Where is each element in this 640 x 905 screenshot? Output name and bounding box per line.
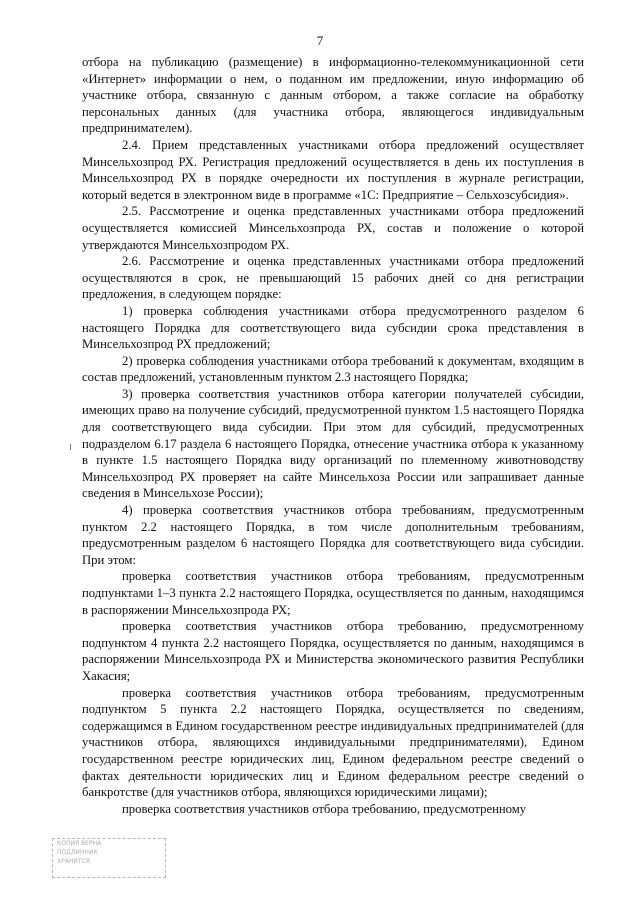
stamp-line: КОПИЯ ВЕРНА [57,840,102,847]
paragraph: проверка соответствия участников отбора требованиям, предусмотренным подпунктом 5 пункта 2.2 настоящего Порядка, осуществляется по сведениям, содержащимся в Едином государственном реестре индивидуальных предпринимателей (для участников отбора, являющихся индивидуальными предпринимателями), Едином государственном реестре юридических лиц, Едином федеральном реестре сведений о фактах деятельности юридических лиц и Едином федеральном реестре сведений о банкротстве (для участников отбора, являющихся юридическими лицами); [82,685,584,800]
paragraph: проверка соответствия участников отбора требованиям, предусмотренным подпунктами 1–3 пункта 2.2 настоящего Порядка, осуществляется по данным, находящимся в распоряжении Минсельхозпрода РХ; [82,569,584,617]
paragraph: отбора на публикацию (размещение) в информационно-телекоммуникационной сети «Интернет» информации о нем, о поданном им предложении, иную информацию об участнике отбора, связанную с данным отбором, а также согласие на обработку персональных данных (для участника отбора, являющегося индивидуальным предпринимателем). [82,55,584,136]
stamp-line: ХРАНИТСЯ [57,858,90,865]
paragraph: 3) проверка соответствия участников отбора категории получателей субсидии, имеющих право на получение субсидий, предусмотренной пунктом 1.5 настоящего Порядка для соответствующего вида субсидии. При этом для субсидий, предусмотренных подразделом 6.17 раздела 6 настоящего Порядка, отнесение участника отбора к указанному в пункте 1.5 настоящего Порядка виду организаций по племенному животноводству Минсельхозпрод РХ проверяет на сайте Минсельхоза России или запрашивает данные сведения в Минсельхозе России); [82,386,584,501]
margin-mark [70,444,71,450]
document-body [82,54,584,817]
paragraph: 2.4. Прием представленных участниками отбора предложений осуществляет Минсельхозпрод РХ. Регистрация предложений осуществляется в день их поступления в Минсельхозпрод РХ в порядке очередности их поступления в журнале регистрации, который ведется в электронном виде в программе «1С: Предприятие – Сельхозсубсидия». [82,137,584,202]
paragraph: 1) проверка соблюдения участниками отбора предусмотренного разделом 6 настоящего Порядка для соответствующего вида субсидии срока представления в Минсельхозпрод РХ предложений; [82,303,584,352]
paragraph: 4) проверка соответствия участников отбора требованиям, предусмотренным пунктом 2.2 настоящего Порядка, в том числе дополнительным требованиям, предусмотренным разделом 6 настоящего Порядка для соответствующего вида субсидии. При этом: [82,503,584,567]
paragraph: проверка соответствия участников отбора требованию, предусмотренному подпунктом 4 пункта 2.2 настоящего Порядка, осуществляется по данным, находящимся в распоряжении Минсельхозпрода РХ и Министерства экономического развития Республики Хакасия; [82,619,584,683]
paragraph: проверка соответствия участников отбора требованию, предусмотренному [122,801,527,816]
paragraph: 2.5. Рассмотрение и оценка представленных участниками отбора предложений осуществляется комиссией Минсельхозпрода РХ, состав и положение о которой утверждаются Минсельхозпродом РХ. [82,204,584,252]
paragraph: 2) проверка соблюдения участниками отбора требований к документам, входящим в состав предложений, установленным пунктом 2.3 настоящего Порядка; [82,353,584,385]
paragraph: 2.6. Рассмотрение и оценка представленных участниками отбора предложений осуществляются в срок, не превышающий 15 рабочих дней со дня регистрации предложения, в следующем порядке: [82,254,584,302]
page-number: 7 [316,33,324,48]
stamp-line: ПОДЛИННИК [57,849,98,856]
copy-stamp [52,838,166,878]
